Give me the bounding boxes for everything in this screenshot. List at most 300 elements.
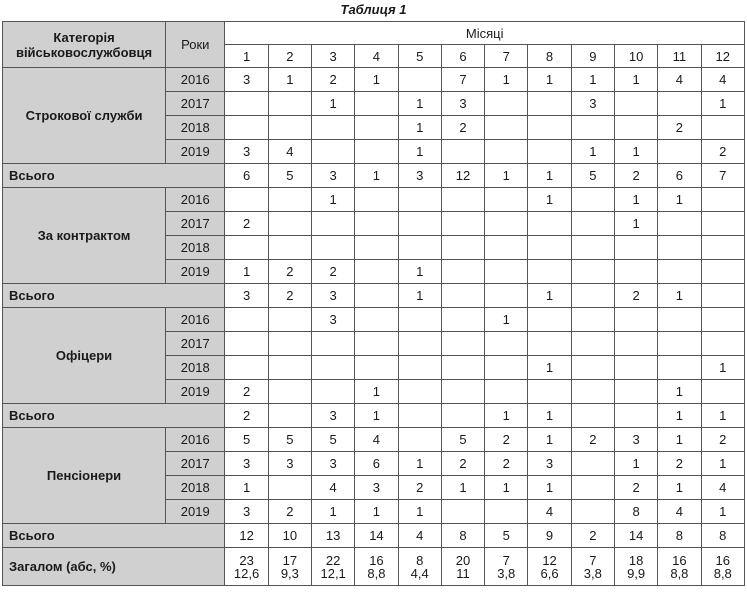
value-cell (571, 452, 614, 476)
month-number-9: 9 (571, 45, 614, 68)
value-cell (701, 308, 744, 332)
grand-total-cell (485, 548, 528, 586)
value-cell: 3 (614, 428, 657, 452)
value-cell (571, 380, 614, 404)
value-cell: 3 (441, 92, 484, 116)
total-cell (571, 404, 614, 428)
value-cell (441, 356, 484, 380)
total-cell: 1 (355, 404, 398, 428)
value-cell (268, 236, 311, 260)
value-cell: 1 (614, 68, 657, 92)
value-cell: 3 (268, 452, 311, 476)
total-cell (355, 284, 398, 308)
value-cell (355, 332, 398, 356)
value-cell (571, 188, 614, 212)
value-cell (571, 260, 614, 284)
value-cell (485, 236, 528, 260)
total-cell: 14 (614, 524, 657, 548)
total-cell: 8 (658, 524, 701, 548)
month-number-11: 11 (658, 45, 701, 68)
value-cell (312, 332, 355, 356)
value-cell (398, 356, 441, 380)
grand-pct-value: 3,8 (497, 565, 516, 581)
value-cell (701, 380, 744, 404)
value-cell (701, 260, 744, 284)
value-cell (485, 116, 528, 140)
value-cell (571, 476, 614, 500)
year-cell: 2018 (166, 356, 225, 380)
month-number-5: 5 (398, 45, 441, 68)
value-cell: 3 (225, 68, 268, 92)
month-number-6: 6 (441, 45, 484, 68)
total-cell: 9 (528, 524, 571, 548)
value-cell (268, 308, 311, 332)
value-cell (398, 308, 441, 332)
grand-pct-value: 3,8 (583, 565, 602, 581)
value-cell (701, 236, 744, 260)
value-cell (571, 212, 614, 236)
value-cell: 5 (312, 428, 355, 452)
month-number-7: 7 (485, 45, 528, 68)
value-cell (571, 308, 614, 332)
month-number-2: 2 (268, 45, 311, 68)
value-cell: 3 (225, 452, 268, 476)
total-cell: 2 (225, 404, 268, 428)
total-cell: 3 (312, 164, 355, 188)
table-row (3, 68, 745, 92)
value-cell: 1 (225, 260, 268, 284)
value-cell (398, 428, 441, 452)
value-cell: 1 (485, 68, 528, 92)
value-cell (571, 236, 614, 260)
year-cell: 2018 (166, 116, 225, 140)
grand-abs-value: 7 (589, 552, 597, 568)
total-cell: 3 (225, 284, 268, 308)
value-cell: 1 (701, 452, 744, 476)
year-cell: 2017 (166, 332, 225, 356)
grand-total-cell (312, 548, 355, 586)
category-label: Пенсіонери (3, 428, 166, 524)
grand-total-cell (268, 548, 311, 586)
value-cell (398, 332, 441, 356)
value-cell: 1 (528, 188, 571, 212)
value-cell: 1 (355, 380, 398, 404)
value-cell (658, 356, 701, 380)
value-cell: 4 (268, 140, 311, 164)
value-cell: 4 (528, 500, 571, 524)
value-cell: 1 (485, 476, 528, 500)
value-cell (485, 500, 528, 524)
value-cell (528, 92, 571, 116)
value-cell: 2 (658, 116, 701, 140)
value-cell (658, 236, 701, 260)
grand-total-cell (701, 548, 744, 586)
total-cell: 1 (528, 404, 571, 428)
total-cell: 13 (312, 524, 355, 548)
value-cell (355, 236, 398, 260)
year-cell: 2019 (166, 500, 225, 524)
total-cell: 2 (614, 284, 657, 308)
value-cell (355, 356, 398, 380)
value-cell (441, 500, 484, 524)
year-cell: 2017 (166, 452, 225, 476)
value-cell: 3 (571, 92, 614, 116)
value-cell: 2 (312, 260, 355, 284)
value-cell (658, 140, 701, 164)
value-cell (268, 380, 311, 404)
value-cell: 2 (485, 428, 528, 452)
value-cell: 1 (614, 140, 657, 164)
value-cell (225, 116, 268, 140)
total-cell: 1 (355, 164, 398, 188)
value-cell (571, 500, 614, 524)
value-cell: 1 (528, 428, 571, 452)
value-cell: 5 (225, 428, 268, 452)
grand-pct-value: 12,6 (233, 565, 260, 581)
year-cell: 2019 (166, 260, 225, 284)
grand-pct-value: 11 (456, 565, 470, 581)
value-cell: 1 (398, 92, 441, 116)
total-cell (441, 404, 484, 428)
grand-pct-value: 6,6 (540, 565, 559, 581)
value-cell (528, 212, 571, 236)
grand-pct-value: 12,1 (320, 565, 346, 581)
year-cell: 2019 (166, 140, 225, 164)
month-number-10: 10 (614, 45, 657, 68)
value-cell (268, 212, 311, 236)
total-cell: 5 (485, 524, 528, 548)
value-cell (225, 308, 268, 332)
total-cell: 4 (398, 524, 441, 548)
value-cell (614, 380, 657, 404)
year-cell: 2019 (166, 380, 225, 404)
value-cell (485, 92, 528, 116)
value-cell: 6 (355, 452, 398, 476)
value-cell (355, 260, 398, 284)
grand-pct-value: 8,8 (670, 565, 689, 581)
total-label: Всього (3, 404, 225, 428)
value-cell (658, 260, 701, 284)
value-cell: 1 (398, 452, 441, 476)
value-cell (398, 188, 441, 212)
total-cell: 3 (398, 164, 441, 188)
month-number-12: 12 (701, 45, 744, 68)
total-cell: 6 (225, 164, 268, 188)
value-cell: 4 (312, 476, 355, 500)
value-cell: 2 (614, 476, 657, 500)
value-cell: 3 (312, 452, 355, 476)
value-cell (268, 356, 311, 380)
grand-pct-value: 8,8 (713, 565, 732, 581)
value-cell (658, 212, 701, 236)
value-cell (614, 332, 657, 356)
value-cell (225, 356, 268, 380)
value-cell (312, 212, 355, 236)
total-cell: 6 (658, 164, 701, 188)
grand-total-row (3, 548, 745, 586)
year-cell: 2018 (166, 476, 225, 500)
value-cell (528, 140, 571, 164)
value-cell: 5 (268, 428, 311, 452)
value-cell: 8 (614, 500, 657, 524)
grand-total-cell (441, 548, 484, 586)
value-cell (614, 260, 657, 284)
grand-total-cell (225, 548, 268, 586)
grand-total-cell (528, 548, 571, 586)
value-cell: 1 (398, 500, 441, 524)
value-cell (485, 260, 528, 284)
total-cell (268, 404, 311, 428)
value-cell (312, 236, 355, 260)
year-cell: 2017 (166, 92, 225, 116)
table-caption: Таблиця 1 (340, 2, 407, 17)
value-cell: 3 (312, 308, 355, 332)
value-cell (485, 140, 528, 164)
value-cell: 3 (355, 476, 398, 500)
value-cell (701, 212, 744, 236)
value-cell: 2 (485, 452, 528, 476)
total-cell: 3 (312, 284, 355, 308)
value-cell (614, 236, 657, 260)
value-cell (398, 212, 441, 236)
value-cell: 1 (398, 260, 441, 284)
grand-total-label: Загалом (абс, %) (3, 548, 225, 586)
value-cell: 1 (528, 68, 571, 92)
value-cell: 2 (268, 500, 311, 524)
total-cell (701, 284, 744, 308)
value-cell: 2 (571, 428, 614, 452)
value-cell (312, 140, 355, 164)
grand-abs-value: 18 (628, 552, 644, 568)
value-cell: 1 (614, 188, 657, 212)
value-cell: 2 (441, 452, 484, 476)
value-cell: 1 (398, 140, 441, 164)
grand-total-cell (398, 548, 441, 586)
value-cell (268, 332, 311, 356)
grand-abs-value: 16 (715, 552, 730, 568)
value-cell (268, 116, 311, 140)
value-cell (225, 188, 268, 212)
value-cell (441, 212, 484, 236)
total-row (3, 284, 745, 308)
year-cell: 2018 (166, 236, 225, 260)
value-cell (441, 380, 484, 404)
grand-abs-value: 7 (502, 552, 510, 568)
value-cell (312, 356, 355, 380)
value-cell: 1 (701, 92, 744, 116)
total-cell: 3 (312, 404, 355, 428)
value-cell: 1 (225, 476, 268, 500)
header-row-top (3, 22, 745, 45)
month-number-4: 4 (355, 45, 398, 68)
value-cell: 3 (528, 452, 571, 476)
value-cell: 7 (441, 68, 484, 92)
grand-total-cell (614, 548, 657, 586)
value-cell: 1 (528, 356, 571, 380)
total-cell: 1 (398, 284, 441, 308)
value-cell: 4 (658, 68, 701, 92)
value-cell (225, 92, 268, 116)
value-cell: 1 (571, 68, 614, 92)
year-cell: 2016 (166, 188, 225, 212)
total-cell: 1 (485, 164, 528, 188)
value-cell: 2 (225, 212, 268, 236)
value-cell: 1 (528, 476, 571, 500)
value-cell (355, 92, 398, 116)
grand-abs-value: 16 (672, 552, 687, 568)
value-cell: 4 (701, 68, 744, 92)
value-cell (485, 380, 528, 404)
value-cell (528, 116, 571, 140)
value-cell (355, 212, 398, 236)
grand-abs-value: 22 (325, 552, 341, 568)
grand-pct-value: 4,4 (410, 565, 429, 581)
value-cell: 3 (225, 140, 268, 164)
value-cell (614, 356, 657, 380)
value-cell (398, 380, 441, 404)
value-cell (528, 332, 571, 356)
category-label: За контрактом (3, 188, 166, 284)
value-cell: 1 (701, 356, 744, 380)
total-row (3, 524, 745, 548)
year-cell: 2017 (166, 212, 225, 236)
value-cell: 1 (614, 452, 657, 476)
value-cell (528, 236, 571, 260)
value-cell (571, 332, 614, 356)
grand-abs-value: 12 (542, 552, 557, 568)
value-cell: 5 (441, 428, 484, 452)
value-cell: 1 (268, 68, 311, 92)
value-cell (355, 188, 398, 212)
value-cell (355, 116, 398, 140)
total-cell: 1 (528, 284, 571, 308)
value-cell (268, 476, 311, 500)
value-cell (658, 92, 701, 116)
value-cell (528, 308, 571, 332)
grand-pct-value: 9,9 (627, 565, 646, 581)
value-cell: 2 (398, 476, 441, 500)
value-cell (701, 116, 744, 140)
grand-pct-value: 8,8 (367, 565, 386, 581)
data-table (2, 21, 745, 586)
total-cell: 2 (614, 164, 657, 188)
value-cell: 1 (312, 92, 355, 116)
value-cell (268, 92, 311, 116)
total-cell: 8 (441, 524, 484, 548)
total-row (3, 404, 745, 428)
month-number-3: 3 (312, 45, 355, 68)
value-cell (398, 68, 441, 92)
table-row (3, 188, 745, 212)
value-cell (398, 236, 441, 260)
value-cell (441, 140, 484, 164)
value-cell: 4 (658, 500, 701, 524)
value-cell (312, 380, 355, 404)
value-cell (614, 92, 657, 116)
total-cell: 14 (355, 524, 398, 548)
value-cell: 1 (658, 428, 701, 452)
value-cell (441, 260, 484, 284)
grand-total-cell (571, 548, 614, 586)
category-label: Офіцери (3, 308, 166, 404)
value-cell (658, 308, 701, 332)
value-cell (441, 188, 484, 212)
value-cell: 2 (701, 428, 744, 452)
total-cell (441, 284, 484, 308)
value-cell: 2 (225, 380, 268, 404)
grand-abs-value: 23 (239, 552, 254, 568)
value-cell: 2 (312, 68, 355, 92)
value-cell (485, 356, 528, 380)
value-cell (485, 188, 528, 212)
grand-abs-value: 17 (282, 552, 298, 568)
value-cell (528, 380, 571, 404)
year-cell: 2016 (166, 68, 225, 92)
value-cell: 2 (441, 116, 484, 140)
total-cell (614, 404, 657, 428)
total-cell: 12 (225, 524, 268, 548)
value-cell: 1 (571, 140, 614, 164)
grand-pct-value: 9,3 (280, 565, 299, 581)
value-cell: 1 (312, 500, 355, 524)
value-cell: 1 (658, 380, 701, 404)
total-cell: 5 (268, 164, 311, 188)
total-cell: 2 (571, 524, 614, 548)
total-label: Всього (3, 284, 225, 308)
total-cell: 12 (441, 164, 484, 188)
value-cell: 1 (398, 116, 441, 140)
value-cell: 1 (658, 188, 701, 212)
years-header: Роки (166, 22, 225, 68)
total-cell: 5 (571, 164, 614, 188)
category-label: Строкової служби (3, 68, 166, 164)
value-cell: 3 (225, 500, 268, 524)
value-cell: 1 (441, 476, 484, 500)
table-body (3, 22, 745, 586)
value-cell (571, 356, 614, 380)
value-cell (225, 332, 268, 356)
grand-abs-value: 16 (369, 552, 384, 568)
total-cell: 2 (268, 284, 311, 308)
value-cell (485, 212, 528, 236)
total-cell: 1 (658, 404, 701, 428)
value-cell (528, 260, 571, 284)
value-cell (614, 308, 657, 332)
value-cell (701, 188, 744, 212)
value-cell: 2 (701, 140, 744, 164)
grand-abs-value: 8 (416, 552, 424, 568)
grand-abs-value: 20 (455, 552, 471, 568)
total-cell: 1 (701, 404, 744, 428)
total-cell (398, 404, 441, 428)
value-cell (312, 116, 355, 140)
value-cell: 1 (701, 500, 744, 524)
month-number-1: 1 (225, 45, 268, 68)
table-row (3, 428, 745, 452)
value-cell (485, 332, 528, 356)
value-cell (225, 236, 268, 260)
grand-total-cell (658, 548, 701, 586)
total-cell: 1 (528, 164, 571, 188)
total-cell: 1 (658, 284, 701, 308)
value-cell: 1 (355, 500, 398, 524)
value-cell (355, 308, 398, 332)
value-cell: 1 (485, 308, 528, 332)
total-row (3, 164, 745, 188)
value-cell (441, 308, 484, 332)
total-cell: 7 (701, 164, 744, 188)
value-cell: 1 (312, 188, 355, 212)
